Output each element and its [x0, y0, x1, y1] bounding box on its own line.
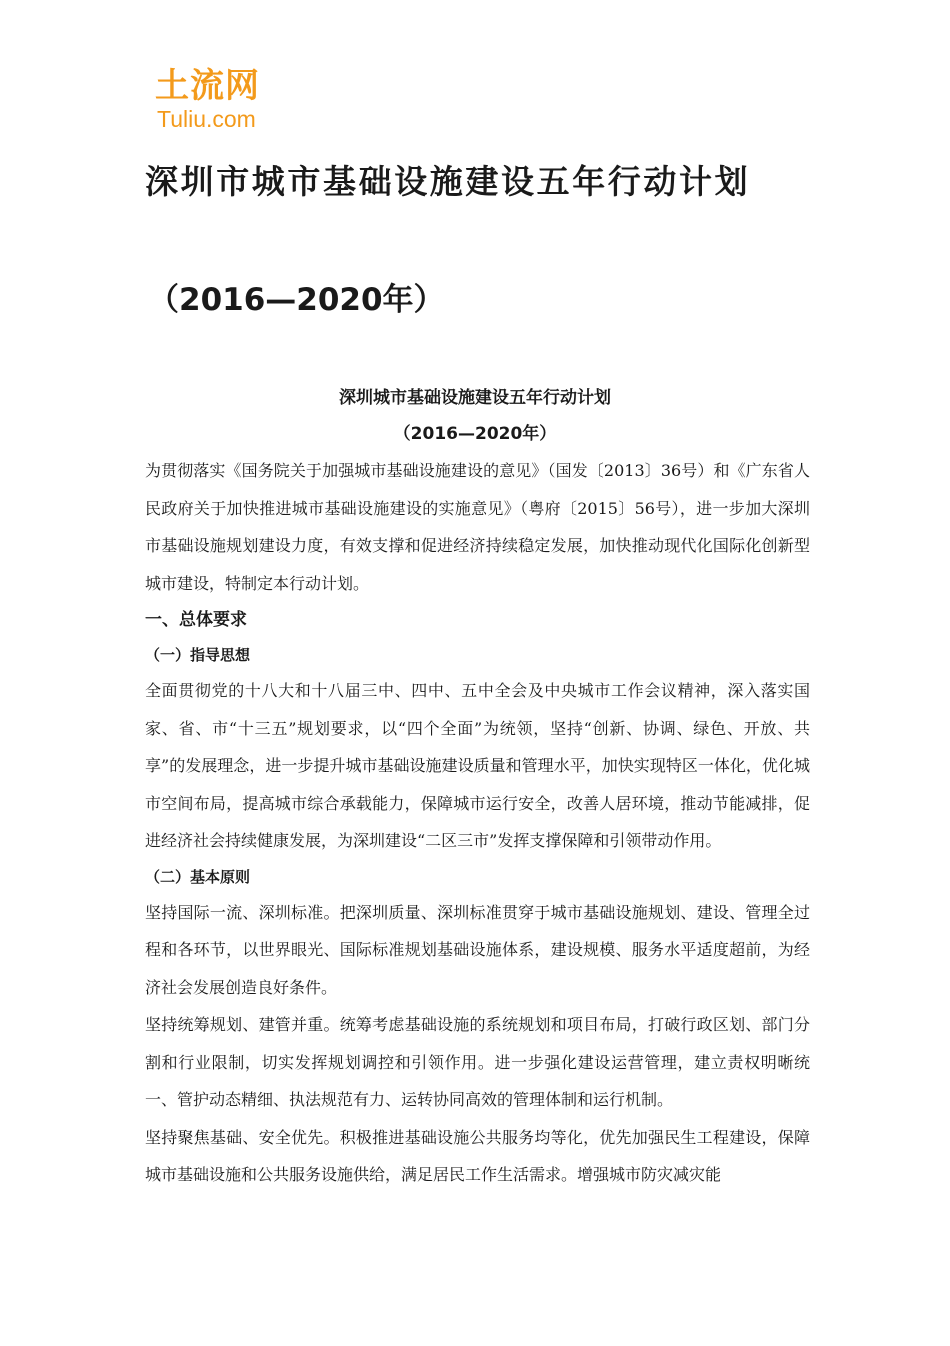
logo-chinese-text: 土流网 [155, 66, 260, 106]
intro-paragraph: 为贯彻落实《国务院关于加强城市基础设施建设的意见》（国发〔2013〕36号）和《广东省人民政府关于加快推进城市基础设施建设的实施意见》（粤府〔2015〕56号），进一步加大深圳市基础设施规划建设力度，有效支撑和促进经济持续稳定发展，加快推动现代化国际化创新型城市建设，特制定本行动计划。 [145, 461, 810, 593]
tuliu-logo [155, 68, 295, 134]
document-body [145, 452, 810, 1194]
guiding-ideology-paragraph: 全面贯彻党的十八大和十八届三中、四中、五中全会及中央城市工作会议精神，深入落实国家、省、市“十三五”规划要求，以“四个全面”为统领，坚持“创新、协调、绿色、开放、共享”的发展理念，进一步提升城市基础设施建设质量和管理水平，加快实现特区一体化，优化城市空间布局，提高城市综合承载能力，保障城市运行安全，改善人居环境，推动节能减排，促进经济社会持续健康发展，为深圳建设“二区三市”发挥支撑保障和引领带动作用。 [145, 681, 810, 850]
subsection-heading-basic-principles: （二）基本原则 [145, 867, 251, 886]
logo-english-text: Tuliu.com [157, 106, 256, 132]
page-title-years: （2016—2020年） [148, 282, 445, 318]
section-heading-general-requirements: 一、总体要求 [145, 610, 247, 630]
principle-paragraph-2: 坚持统筹规划、建管并重。统筹考虑基础设施的系统规划和项目布局，打破行政区划、部门分割和行业限制，切实发挥规划调控和引领作用。进一步强化建设运营管理，建立责权明晰统一、管护动态精细、执法规范有力、运转协同高效的管理体制和运行机制。 [145, 1015, 810, 1109]
subsection-heading-guiding-ideology: （一）指导思想 [145, 646, 251, 664]
principle-paragraph-1: 坚持国际一流、深圳标准。把深圳质量、深圳标准贯穿于城市基础设施规划、建设、管理全过程和各环节，以世界眼光、国际标准规划基础设施体系，建设规模、服务水平适度超前，为经济社会发展创造良好条件。 [145, 902, 810, 997]
document-subtitle-years: （2016—2020年） [393, 424, 557, 444]
document-subtitle: 深圳城市基础设施建设五年行动计划 [339, 388, 611, 408]
page-title: 深圳市城市基础设施建设五年行动计划 [145, 162, 751, 201]
principle-paragraph-3: 坚持聚焦基础、安全优先。积极推进基础设施公共服务均等化，优先加强民生工程建设，保障城市基础设施和公共服务设施供给，满足居民工作生活需求。增强城市防灾减灾能 [145, 1127, 810, 1184]
